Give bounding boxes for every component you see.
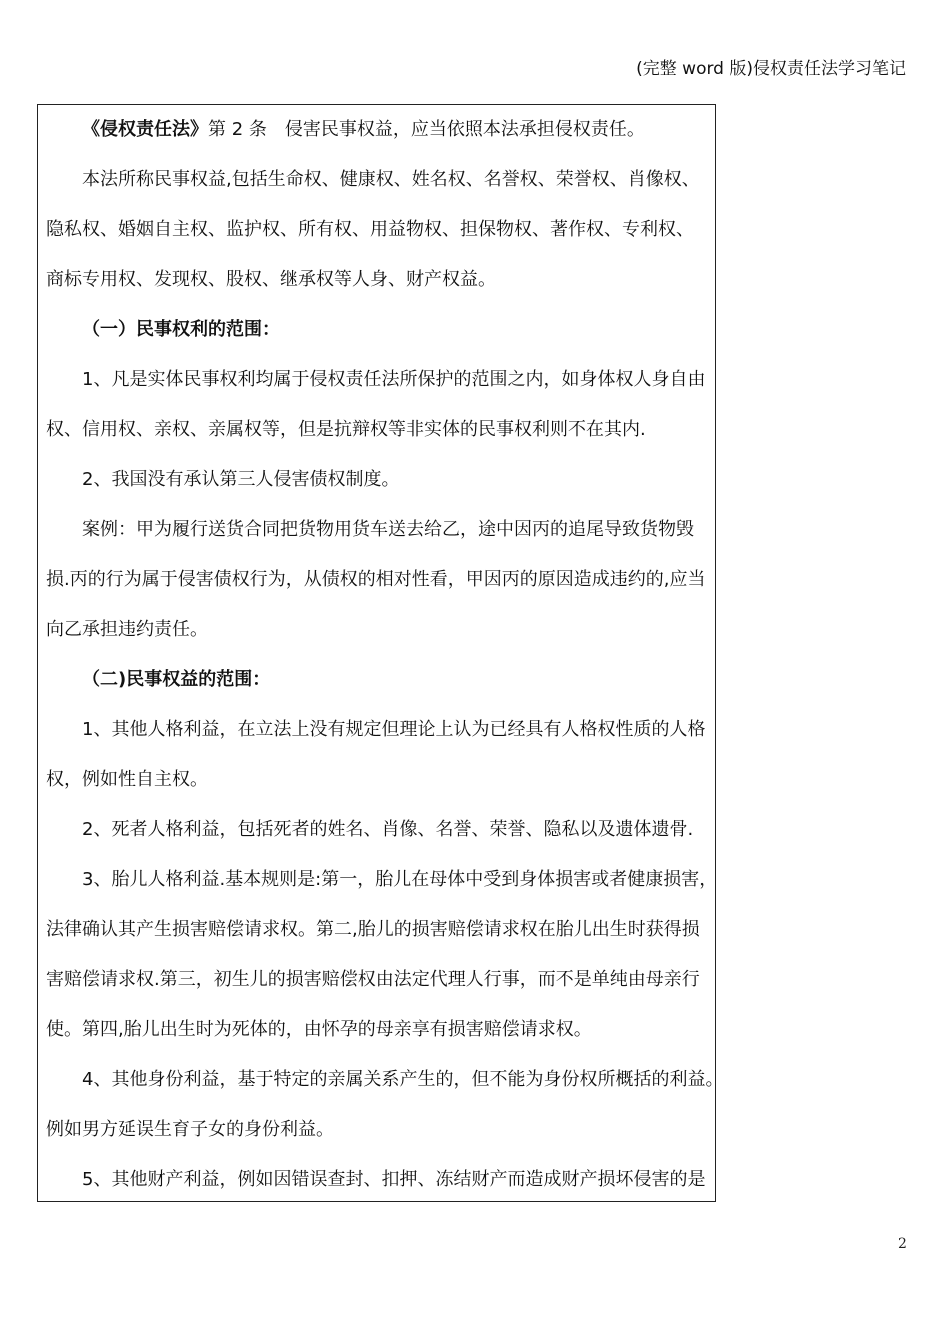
text-line: 权，例如性自主权。 [46,769,208,790]
text-line: 权、信用权、亲权、亲属权等，但是抗辩权等非实体的民事权利则不在其内. [46,419,646,440]
text-line: 5、其他财产利益，例如因错误查封、扣押、冻结财产而造成财产损坏侵害的是 [82,1169,706,1190]
page-number: 2 [898,1236,907,1252]
text-line: 使。第四,胎儿出生时为死体的，由怀孕的母亲享有损害赔偿请求权。 [46,1019,592,1040]
law-name: 《侵权责任法》 [82,119,208,140]
text-line: 1、凡是实体民事权利均属于侵权责任法所保护的范围之内，如身体权人身自由 [82,369,706,390]
document-header: (完整 word 版)侵权责任法学习笔记 [636,59,906,79]
text-line: 2、死者人格利益，包括死者的姓名、肖像、名誉、荣誉、隐私以及遗体遗骨. [82,819,694,840]
article-text: 第 2 条 侵害民事权益，应当依照本法承担侵权责任。 [208,119,645,140]
section-heading: （二)民事权益的范围： [82,669,271,690]
text-line: 3、胎儿人格利益.基本规则是:第一，胎儿在母体中受到身体损害或者健康损害， [82,869,718,890]
text-line: 损.丙的行为属于侵害债权行为，从债权的相对性看，甲因丙的原因造成违约的,应当 [46,569,706,590]
section-heading: （一）民事权利的范围： [82,319,280,340]
article-line [38,105,715,155]
text-line: 害赔偿请求权.第三，初生儿的损害赔偿权由法定代理人行事，而不是单纯由母亲行 [46,969,700,990]
text-line: 例如男方延误生育子女的身份利益。 [46,1119,334,1140]
text-line: 本法所称民事权益,包括生命权、健康权、姓名权、名誉权、荣誉权、肖像权、 [82,169,700,190]
content-box [37,104,724,1202]
text-line: 隐私权、婚姻自主权、监护权、所有权、用益物权、担保物权、著作权、专利权、 [46,219,694,240]
text-line: 法律确认其产生损害赔偿请求权。第二,胎儿的损害赔偿请求权在胎儿出生时获得损 [46,919,700,940]
text-line: 商标专用权、发现权、股权、继承权等人身、财产权益。 [46,269,496,290]
text-line: 1、其他人格利益，在立法上没有规定但理论上认为已经具有人格权性质的人格 [82,719,706,740]
text-line: 4、其他身份利益，基于特定的亲属关系产生的，但不能为身份权所概括的利益。 [82,1069,724,1090]
text-line: 2、我国没有承认第三人侵害债权制度。 [82,469,400,490]
text-line: 向乙承担违约责任。 [46,619,208,640]
text-line: 案例：甲为履行送货合同把货物用货车送去给乙，途中因丙的追尾导致货物毁 [82,519,694,540]
